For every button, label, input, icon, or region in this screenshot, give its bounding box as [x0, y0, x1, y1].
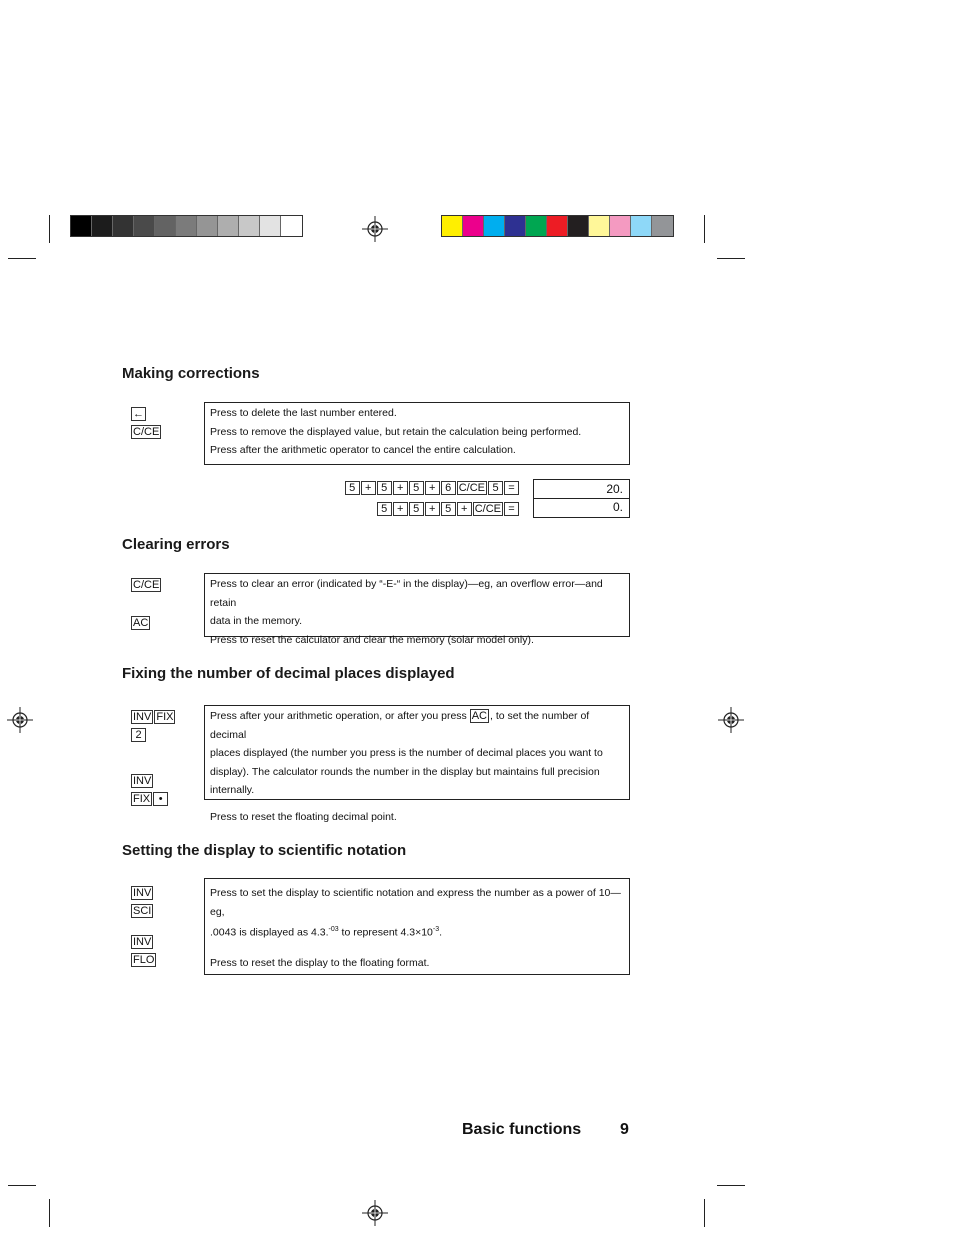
sequence-key: + — [393, 502, 408, 516]
decimal-description-box — [204, 705, 630, 823]
color-swatch — [526, 216, 547, 236]
key-sequence-example — [377, 501, 520, 516]
color-swatch — [505, 216, 526, 236]
inverse-key: INV — [133, 710, 152, 723]
sequence-key: + — [457, 502, 472, 516]
registration-mark-icon — [362, 1200, 388, 1226]
crop-mark — [8, 1185, 36, 1186]
description-line: .0043 is displayed as 4.3.$^{-03}$ to represent $4.3\times 10^{-3}$. — [210, 926, 443, 939]
inverse-key: INV — [133, 935, 152, 948]
scientific-keys — [131, 883, 157, 968]
color-swatch-bar — [441, 215, 674, 237]
all-clear-key: AC — [133, 616, 149, 629]
crop-mark — [704, 1199, 705, 1227]
color-swatch — [239, 216, 260, 236]
color-swatch — [631, 216, 652, 236]
crop-mark — [8, 258, 36, 259]
description-line: Press to reset the floating decimal point. — [210, 810, 397, 823]
key-sequence-example — [345, 480, 520, 495]
sequence-key: 5 — [409, 481, 424, 495]
sequence-key: 5 — [345, 481, 360, 495]
section-heading-corrections: Making corrections — [122, 365, 260, 382]
crop-mark — [49, 1199, 50, 1227]
registration-mark-icon — [718, 707, 744, 733]
corrections-description-box — [204, 402, 630, 465]
color-swatch — [71, 216, 92, 236]
sequence-key: + — [393, 481, 408, 495]
color-swatch — [652, 216, 673, 236]
crop-mark — [717, 1185, 745, 1186]
decimal-keys — [131, 707, 176, 807]
crop-mark — [717, 258, 745, 259]
color-swatch — [589, 216, 610, 236]
color-swatch — [281, 216, 302, 236]
color-swatch — [610, 216, 631, 236]
sequence-key: + — [361, 481, 376, 495]
fix-key: FIX — [156, 710, 174, 723]
color-swatch — [92, 216, 113, 236]
gray-swatch-bar — [70, 215, 303, 237]
page-number: 9 — [620, 1121, 629, 1138]
sequence-key: + — [425, 502, 440, 516]
sequence-key: 5 — [441, 502, 456, 516]
sequence-key: C/CE — [458, 481, 485, 494]
color-swatch — [484, 216, 505, 236]
calculator-display-example: 20. — [533, 479, 630, 499]
color-swatch — [134, 216, 155, 236]
color-swatch — [113, 216, 134, 236]
registration-mark-icon — [7, 707, 33, 733]
float-key: FLO — [133, 953, 155, 966]
clear-entry-key: C/CE — [133, 425, 160, 438]
fix-key: FIX — [133, 792, 151, 805]
decimal-point-key: • — [153, 792, 168, 806]
all-clear-key: AC — [471, 710, 487, 723]
color-swatch — [442, 216, 463, 236]
crop-mark — [704, 215, 705, 243]
sequence-key: = — [504, 502, 519, 516]
color-swatch — [547, 216, 568, 236]
errors-description-box — [204, 573, 630, 646]
color-swatch — [568, 216, 589, 236]
description-line: Press after your arithmetic operation, or after you press AC , to set the number of decimal — [210, 710, 590, 741]
registration-mark-icon — [362, 216, 388, 242]
corrections-keys — [131, 404, 162, 440]
clear-entry-key: C/CE — [133, 578, 160, 591]
calculator-display-example: 0. — [533, 498, 630, 518]
sequence-key: + — [425, 481, 440, 495]
description-line: Press to delete the last number entered. — [210, 407, 397, 419]
sequence-key: 5 — [488, 481, 503, 495]
sequence-key: 5 — [377, 481, 392, 495]
color-swatch — [218, 216, 239, 236]
sequence-key: 6 — [441, 481, 456, 495]
section-heading-errors: Clearing errors — [122, 536, 230, 553]
digit-key: 2 — [131, 728, 146, 742]
description-line: places displayed (the number you press is the number of decimal places you want to — [210, 747, 603, 759]
description-line: Press to reset the display to the floating format. — [210, 957, 430, 969]
crop-mark — [49, 215, 50, 243]
section-heading-scientific: Setting the display to scientific notation — [122, 842, 407, 859]
sequence-key: 5 — [377, 502, 392, 516]
description-line: Press after the arithmetic operator to cancel the entire calculation. — [210, 444, 516, 456]
color-swatch — [260, 216, 281, 236]
sequence-key: C/CE — [474, 502, 501, 515]
description-line: Press to remove the displayed value, but retain the calculation being performed. — [210, 425, 582, 438]
errors-keys — [131, 575, 162, 631]
description-line: display). The calculator rounds the number in the display but maintains full precision internally. — [210, 765, 600, 796]
color-swatch — [197, 216, 218, 236]
sequence-key: 5 — [409, 502, 424, 516]
section-heading-decimal: Fixing the number of decimal places displayed — [122, 665, 455, 682]
inverse-key: INV — [133, 886, 152, 899]
footer-title: Basic functions — [462, 1121, 582, 1138]
inverse-key: INV — [133, 774, 152, 787]
sequence-key: = — [504, 481, 519, 495]
backspace-key: ← — [133, 407, 144, 420]
description-line: Press to set the display to scientific notation and express the number as a power of 10—eg, — [210, 887, 621, 918]
scientific-description-box — [204, 878, 630, 975]
description-line: Press to reset the calculator and clear the memory (solar model only). — [210, 633, 534, 646]
description-line: Press to clear an error (indicated by “-E-“ in the display)—eg, an overflow error—and retain — [210, 578, 603, 609]
description-line: data in the memory. — [210, 615, 303, 627]
color-swatch — [155, 216, 176, 236]
color-swatch — [176, 216, 197, 236]
color-swatch — [463, 216, 484, 236]
scientific-key: SCI — [133, 904, 152, 917]
